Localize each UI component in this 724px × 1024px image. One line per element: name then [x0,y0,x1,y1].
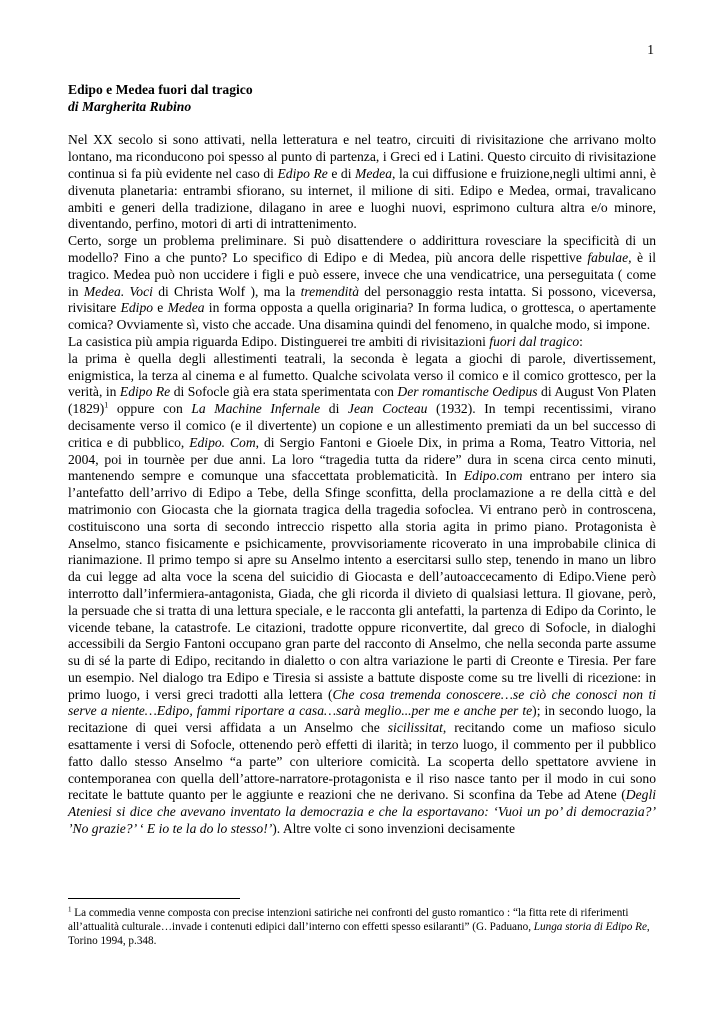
text-run-italic: Edipo Re [119,384,171,400]
text-run-italic: Edipo.com [463,468,523,484]
page-number: 1 [647,42,654,57]
text-run: di [320,401,348,417]
footnote-marker: 1 [68,905,72,914]
text-run: , Torino 1994, p.348. [68,920,650,947]
text-run: di Sofocle già era stata sperimentata con [170,384,398,400]
text-run-italic: tremendità [300,283,359,299]
text-run-italic: Medea [167,300,205,316]
text-run-italic: Edipo Re [277,165,328,181]
text-run: , di Sergio Fantoni e Gioele Dix, in prima a Roma, Teatro Vittoria, nel 2004, poi in tournèe per due anni. La loro “tragedia tutta da ridere” dura in scena circa cento minuti, mantenendo sempre e comunque una sfaccettata problematicità. In [68,434,656,484]
text-run-italic: fuori dal tragico [489,333,580,349]
text-run-italic: Medea. Voci [83,283,153,299]
text-run-italic: Degli Ateniesi si dice che avevano inventato la democrazia e che la esportavano: ‘Vuoi un po’ di democrazia?’ ’No grazie?’ ‘ E io te la do lo stesso!’ [68,787,656,837]
paragraph-3 [68,334,656,351]
text-run: : [579,333,583,349]
document-body [68,82,656,838]
paragraph-2 [68,233,656,334]
footnote-ref: 1 [104,400,109,410]
text-run-italic: Jean Cocteau [347,401,428,417]
text-run: , recitando come un mafioso siculo esattamente i versi di Sofocle, ottenendo però effetti di ilarità; in terzo luogo, il commento per il pubblico fatto dallo stesso Anselmo “a parte” con ulteriore comicità. La scoperta dello spettatore avviene in contemporanea con quella dell’attore-narratore-protagonista e il riso nasce tanto per il modo in cui sono recitate le battute quanto per le aggiunte e reazioni che ne derivano. Si sconfina da Tebe ad Atene ( [68,720,656,803]
text-run-italic: fabulae, [587,249,632,265]
text-run-italic: sicilissitat [387,720,443,736]
text-run-italic: Edipo [120,300,154,316]
text-run-italic: La Machine Infernale [191,401,321,417]
article-title: Edipo e Medea fuori dal tragico [68,82,253,97]
text-run-italic: Der romantische Oedipus [397,384,538,400]
text-run: entrano per intero sia l’antefatto dell’arrivo di Edipo a Tebe, della Sfinge sconfitta, della proclamazione a re della città e del matrimonio con Giocasta che la giornata tragica della tragedia sofoclea. Vi entrano però in controscena, costituiscono una sorta di secondo intreccio rispetto alla storia agita in primo piano. Protagonista è Anselmo, stanco fisicamente e psichicamente, provvisoriamente ricoverato in una improbabile clinica di rianimazione. Il primo tempo si apre su Anselmo intento a esercitarsi sullo step, tenendo in mano un libro da cui legge ad alta voce la scena del suicidio di Giocasta e dell’autoaccecamento di Edipo.Viene però interrotto dall’infermiera-antagonista, Giada, che gli ricorda il divieto di qualsiasi lettura. Il giovane, però, la persuade che si tratta di una lettura speciale, e le racconta gli antefatti, la partenza di Edipo da Corinto, le vicende tebane, la catastrofe. Le citazioni, tradotte oppure riconvertite, dal greco di Sofocle, in dialoghi accessibili da Sergio Fantoni occupano gran parte del racconto di Anselmo, che nella seconda parte assume su di sé la parte di Edipo, recitando in dialetto o con altra variazione le parti di Creonte e Tiresia. Per fare un esempio. Nel dialogo tra Edipo e Tiresia si assiste a battute disposte come su tre livelli di ricezione: in primo luogo, i versi greci tradotti alla lettera ( [68,468,656,702]
text-run: ); in secondo luogo, la recitazione di quei versi affidata a un Anselmo che [68,703,656,736]
text-run: e di [327,165,356,181]
text-run: (1932). In tempi recentissimi, virano decisamente verso il comico (e il divertente) un copione e un allestimento premiati da un bel successo di critica e di pubblico, [68,401,656,450]
text-run: è il tragico. Medea può non uccidere i figli e può essere, invece che una vendicatrice, una perseguitata ( come in [68,249,656,299]
text-run: ). Altre volte ci sono invenzioni decisamente [272,821,515,837]
text-run-italic: Edipo. Com [189,434,256,450]
text-run: del personaggio resta intatta. Si possono, viceversa, rivisitare [68,283,657,316]
text-run: e [153,300,168,316]
text-run: in forma opposta a quella originaria? In forma ludica, o grottesca, o apertamente comica? Ovviamente sì, visto che accade. Una disamina quindi del fenomeno, in qualche modo, si impone. [68,300,656,333]
text-run: la prima è quella degli allestimenti teatrali, la seconda è legata a giochi di parole, divertissement, enigmistica, la terza al cinema e al fumetto. Qualche scivolata verso il comico e il comico grottesco, per la verità, in [68,350,656,400]
text-run-italic: Medea [355,165,393,181]
text-run: Nel XX secolo si sono attivati, nella letteratura e nel teatro, circuiti di rivisitazione che arrivano molto lontano, ma riconducono poi spesso al punto di partenza, i Greci ed i Latini. Questo circuito di rivisitazione continua si fa più evidente nel caso di [68,132,656,181]
text-run: di August Von Platen (1829) [68,384,656,417]
footnote-1 [68,907,656,948]
text-run: di Christa Wolf ), ma la [152,283,301,299]
paragraph-4 [68,351,656,838]
paragraph-1 [68,132,656,233]
text-run-italic: Lunga storia di Edipo Re [533,920,647,933]
article-author: di Margherita Rubino [68,98,192,114]
text-run: oppure con [108,401,192,417]
text-run: , la cui diffusione e fruizione,negli ultimi anni, è divenuta planetaria: entrambi sfiorano, su internet, il milione di siti. Edipo e Medea, ormai, travalicano ambiti e generi della tradizione, dilagano in aree e luoghi nuovi, esprimono cultura altra e/o minore, diventando, perfino, motori di arti di intrattenimento. [68,165,656,232]
text-run-italic: Che cosa tremenda conoscere…se ciò che conosci non ti serve a niente…Edipo, fammi riportare a casa…sarà meglio...per me e anche per te [68,686,656,719]
footnote-separator [68,898,240,899]
text-run: La casistica più ampia riguarda Edipo. Distinguerei tre ambiti di rivisitazioni [68,333,490,349]
text-run: La commedia venne composta con precise intenzioni satiriche nei confronti del gusto romantico : “la fitta rete di riferimenti all’attualità culturale…invade i contenuti edipici dall’interno con effetti spesso esilaranti” (G. Paduano, [68,907,629,933]
text-run: Certo, sorge un problema preliminare. Si può disattendere o addirittura rovesciare la specificità di un modello? Fino a che punto? Lo specifico di Edipo e di Medea, più ancora delle rispettive [68,233,656,265]
